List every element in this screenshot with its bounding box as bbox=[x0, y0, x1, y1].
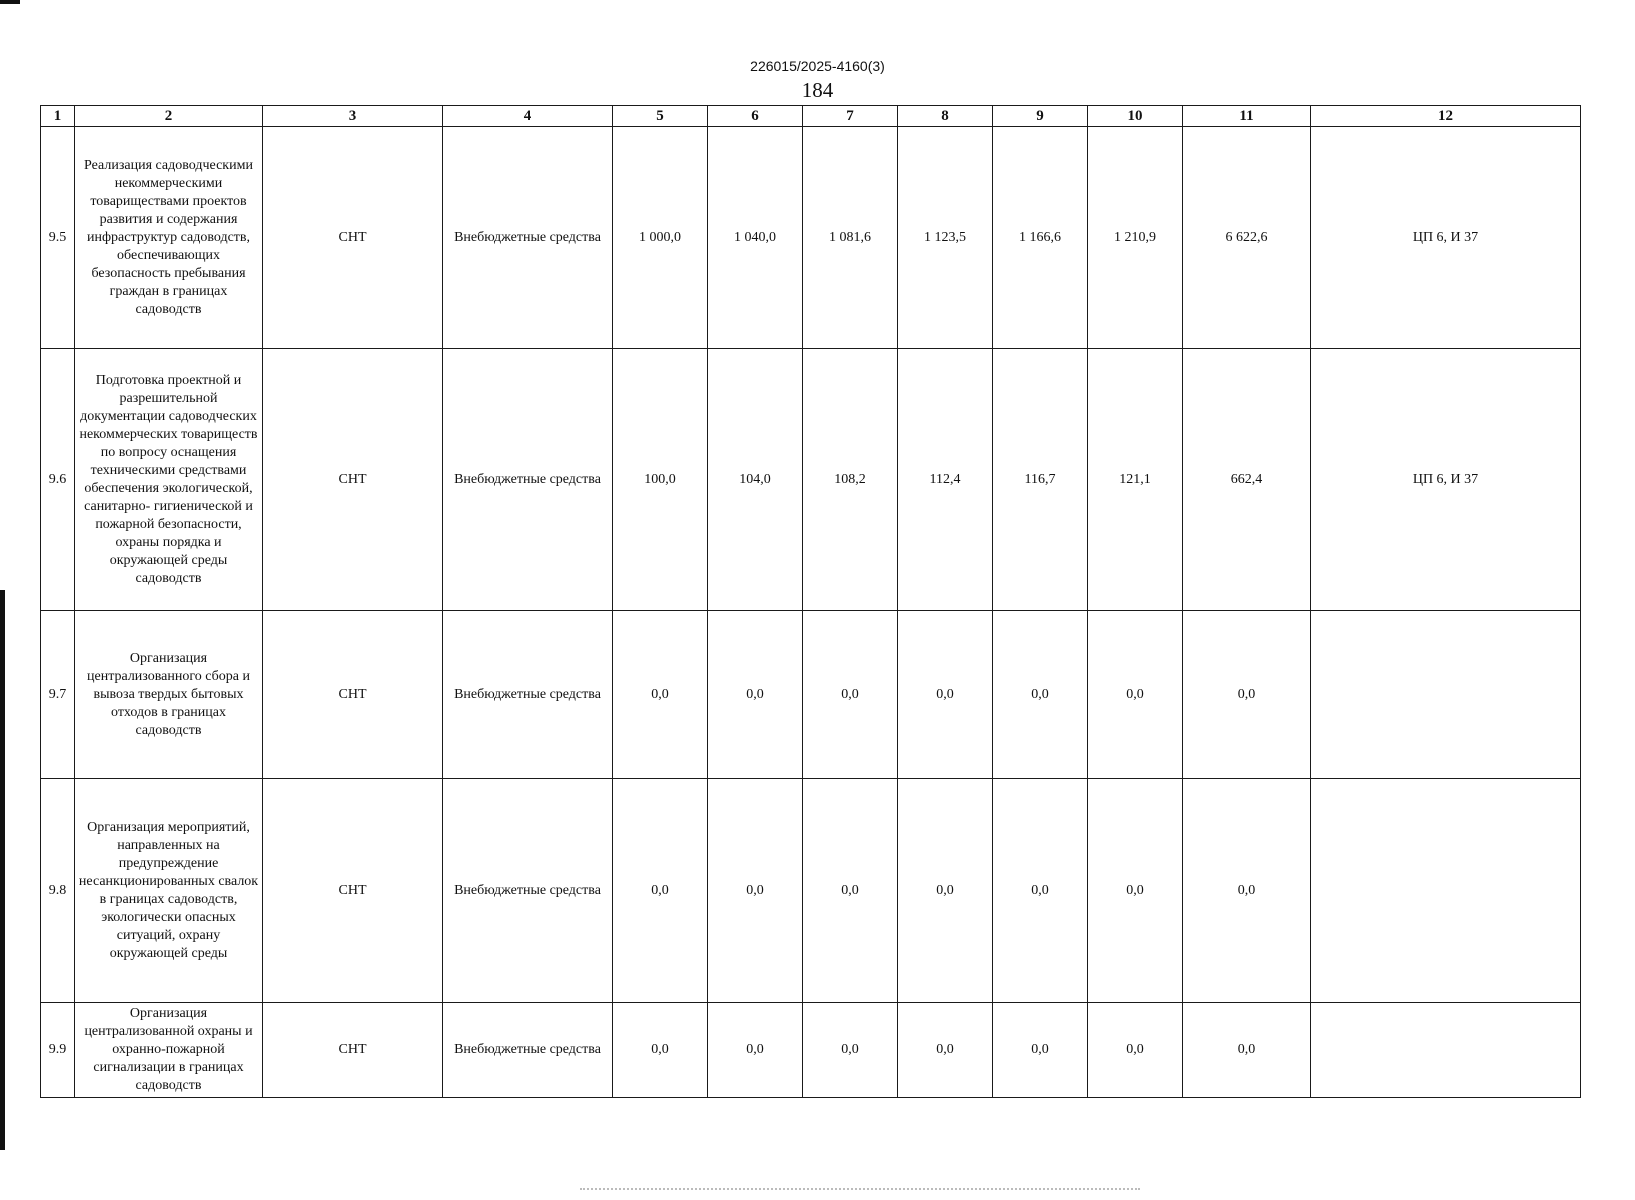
value-col-10: 0,0 bbox=[1088, 779, 1183, 1003]
value-col-8: 0,0 bbox=[898, 1003, 993, 1098]
value-col-8: 1 123,5 bbox=[898, 127, 993, 349]
row-description: Реализация садоводческими некоммерческими товариществами проектов развития и содержания инфраструктур садоводств, обеспечивающих безопасность пребывания граждан в границах садоводств bbox=[75, 127, 263, 349]
value-col-11-total: 662,4 bbox=[1183, 349, 1311, 611]
column-number: 9 bbox=[993, 106, 1088, 127]
row-funding-source: Внебюджетные средства bbox=[443, 611, 613, 779]
value-col-7: 108,2 bbox=[803, 349, 898, 611]
value-col-9: 0,0 bbox=[993, 611, 1088, 779]
row-funding-source: Внебюджетные средства bbox=[443, 127, 613, 349]
row-executor: СНТ bbox=[263, 611, 443, 779]
row-funding-source: Внебюджетные средства bbox=[443, 1003, 613, 1098]
row-target-indicator: ЦП 6, И 37 bbox=[1311, 349, 1581, 611]
column-number: 2 bbox=[75, 106, 263, 127]
value-col-6: 0,0 bbox=[708, 611, 803, 779]
table-row bbox=[41, 127, 1581, 349]
value-col-11-total: 6 622,6 bbox=[1183, 127, 1311, 349]
row-executor: СНТ bbox=[263, 779, 443, 1003]
column-number: 7 bbox=[803, 106, 898, 127]
value-col-9: 0,0 bbox=[993, 779, 1088, 1003]
column-number: 12 bbox=[1311, 106, 1581, 127]
value-col-11-total: 0,0 bbox=[1183, 1003, 1311, 1098]
row-funding-source: Внебюджетные средства bbox=[443, 349, 613, 611]
value-col-7: 0,0 bbox=[803, 779, 898, 1003]
document-number: 226015/2025-4160(3) bbox=[750, 58, 885, 74]
column-number: 11 bbox=[1183, 106, 1311, 127]
table-row bbox=[41, 779, 1581, 1003]
value-col-5: 0,0 bbox=[613, 611, 708, 779]
row-description: Организация централизованной охраны и охранно-пожарной сигнализации в границах садоводств bbox=[75, 1003, 263, 1098]
table-row bbox=[41, 1003, 1581, 1098]
row-description: Организация централизованного сбора и вывоза твердых бытовых отходов в границах садоводств bbox=[75, 611, 263, 779]
row-index: 9.5 bbox=[41, 127, 75, 349]
row-index: 9.7 bbox=[41, 611, 75, 779]
row-index: 9.6 bbox=[41, 349, 75, 611]
value-col-11-total: 0,0 bbox=[1183, 779, 1311, 1003]
value-col-8: 112,4 bbox=[898, 349, 993, 611]
value-col-5: 100,0 bbox=[613, 349, 708, 611]
value-col-7: 0,0 bbox=[803, 1003, 898, 1098]
value-col-5: 1 000,0 bbox=[613, 127, 708, 349]
value-col-10: 0,0 bbox=[1088, 611, 1183, 779]
column-number: 6 bbox=[708, 106, 803, 127]
value-col-9: 0,0 bbox=[993, 1003, 1088, 1098]
row-description: Подготовка проектной и разрешительной документации садоводческих некоммерческих товариществ по вопросу оснащения техническими средствами обеспечения экологической, санитарно- гигиенической и пожарной безопасности, охраны порядка и окружающей среды садоводств bbox=[75, 349, 263, 611]
value-col-8: 0,0 bbox=[898, 611, 993, 779]
column-number: 5 bbox=[613, 106, 708, 127]
row-executor: СНТ bbox=[263, 127, 443, 349]
row-description: Организация мероприятий, направленных на предупреждение несанкционированных свалок в границах садоводств, экологически опасных ситуаций, охрану окружающей среды bbox=[75, 779, 263, 1003]
value-col-6: 1 040,0 bbox=[708, 127, 803, 349]
row-executor: СНТ bbox=[263, 1003, 443, 1098]
column-number-row bbox=[41, 106, 1581, 127]
value-col-10: 1 210,9 bbox=[1088, 127, 1183, 349]
value-col-9: 1 166,6 bbox=[993, 127, 1088, 349]
value-col-11-total: 0,0 bbox=[1183, 611, 1311, 779]
row-target-indicator bbox=[1311, 1003, 1581, 1098]
value-col-8: 0,0 bbox=[898, 779, 993, 1003]
budget-table bbox=[40, 105, 1581, 1098]
row-target-indicator bbox=[1311, 779, 1581, 1003]
row-target-indicator: ЦП 6, И 37 bbox=[1311, 127, 1581, 349]
table-row bbox=[41, 349, 1581, 611]
value-col-5: 0,0 bbox=[613, 779, 708, 1003]
column-number: 8 bbox=[898, 106, 993, 127]
scan-edge-mark-top bbox=[0, 0, 20, 4]
value-col-10: 121,1 bbox=[1088, 349, 1183, 611]
row-target-indicator bbox=[1311, 611, 1581, 779]
scan-edge-mark-left bbox=[0, 590, 5, 1150]
column-number: 3 bbox=[263, 106, 443, 127]
value-col-6: 0,0 bbox=[708, 779, 803, 1003]
table-body bbox=[41, 106, 1581, 1098]
column-number: 1 bbox=[41, 106, 75, 127]
value-col-6: 0,0 bbox=[708, 1003, 803, 1098]
column-number: 10 bbox=[1088, 106, 1183, 127]
scan-artifact-dots bbox=[580, 1188, 1140, 1192]
value-col-7: 0,0 bbox=[803, 611, 898, 779]
row-index: 9.8 bbox=[41, 779, 75, 1003]
value-col-9: 116,7 bbox=[993, 349, 1088, 611]
page-number: 184 bbox=[801, 78, 834, 102]
value-col-6: 104,0 bbox=[708, 349, 803, 611]
row-funding-source: Внебюджетные средства bbox=[443, 779, 613, 1003]
column-number: 4 bbox=[443, 106, 613, 127]
table-row bbox=[41, 611, 1581, 779]
row-index: 9.9 bbox=[41, 1003, 75, 1098]
value-col-10: 0,0 bbox=[1088, 1003, 1183, 1098]
row-executor: СНТ bbox=[263, 349, 443, 611]
value-col-7: 1 081,6 bbox=[803, 127, 898, 349]
value-col-5: 0,0 bbox=[613, 1003, 708, 1098]
